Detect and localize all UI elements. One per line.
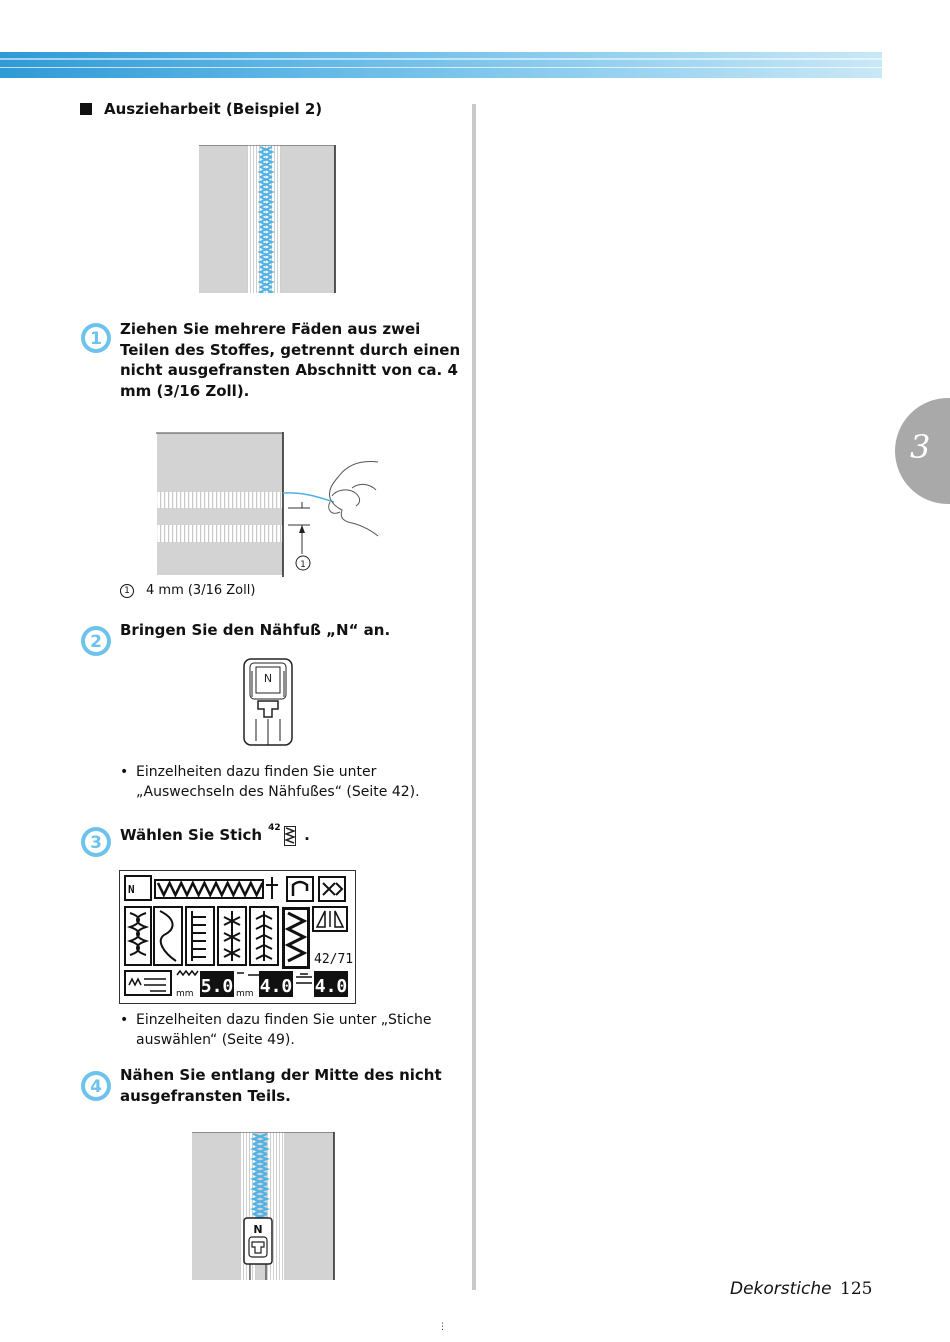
figure-presser-foot-n bbox=[240, 657, 296, 747]
step-number-label: 2 bbox=[90, 632, 102, 652]
stitch-number: 42 bbox=[268, 823, 281, 833]
footer-mark: ⋮ bbox=[438, 1322, 447, 1332]
header-band bbox=[0, 52, 882, 78]
footer-page-number: 125 bbox=[840, 1279, 873, 1299]
note-1: • Einzelheiten dazu finden Sie unter „Auswechseln des Nähfußes“ (Seite 42). bbox=[120, 762, 465, 802]
step-number-label: 4 bbox=[90, 1077, 102, 1097]
step-number-label: 1 bbox=[90, 329, 102, 349]
step-1-text: Ziehen Sie mehrere Fäden aus zwei Teilen des Stoffes, getrennt durch einen nicht ausgefransten Abschnitt von ca. 4 mm (3/16 Zoll). bbox=[120, 320, 461, 400]
chapter-tab bbox=[895, 398, 950, 504]
figure-sewing-center bbox=[192, 1132, 338, 1282]
lcd-foot-label: N bbox=[128, 883, 135, 896]
lcd-tension-value: 4.0 bbox=[314, 976, 348, 997]
step-1-number-icon bbox=[80, 322, 112, 354]
step-4-number-icon bbox=[80, 1070, 112, 1102]
step-3-suffix: . bbox=[304, 826, 310, 844]
lcd-length-unit: mm bbox=[236, 989, 254, 999]
lcd-length-value: 4.0 bbox=[259, 976, 293, 997]
lcd-screen bbox=[119, 870, 356, 1004]
section-heading bbox=[80, 100, 322, 118]
step-2-number-icon bbox=[80, 625, 112, 657]
foot-letter: N bbox=[253, 1223, 263, 1236]
step-3-number-icon bbox=[80, 826, 112, 858]
step-2-text: Bringen Sie den Nähfuß „N“ an. bbox=[120, 621, 391, 639]
step-3-text bbox=[120, 822, 470, 848]
caption-text: 4 mm (3/16 Zoll) bbox=[146, 583, 256, 598]
step-4-text: Nähen Sie entlang der Mitte des nicht ausgefransten Teils. bbox=[120, 1066, 442, 1105]
figure-caption bbox=[120, 583, 255, 598]
callout-number: 1 bbox=[300, 560, 306, 570]
square-bullet-icon bbox=[80, 103, 92, 115]
figure-pulling-threads bbox=[156, 432, 382, 577]
step-3-label: Wählen Sie Stich bbox=[120, 826, 263, 844]
lcd-width-value: 5.0 bbox=[200, 976, 234, 997]
footer-chapter-title: Dekorstiche bbox=[730, 1279, 832, 1299]
caption-number: 1 bbox=[120, 584, 134, 598]
lcd-width-unit: mm bbox=[176, 989, 194, 999]
chapter-number: 3 bbox=[910, 428, 931, 466]
step-number-label: 3 bbox=[90, 833, 102, 853]
section-title: Auszieharbeit (Beispiel 2) bbox=[104, 100, 323, 118]
column-divider bbox=[472, 104, 476, 1290]
figure-finished-sample bbox=[199, 145, 337, 293]
note-2: • Einzelheiten dazu finden Sie unter „Stiche auswählen“ (Seite 49). bbox=[120, 1010, 465, 1050]
lcd-stitch-counter: 42/71 bbox=[314, 952, 354, 967]
stitch-42-icon bbox=[268, 822, 304, 848]
foot-letter: N bbox=[263, 672, 273, 685]
